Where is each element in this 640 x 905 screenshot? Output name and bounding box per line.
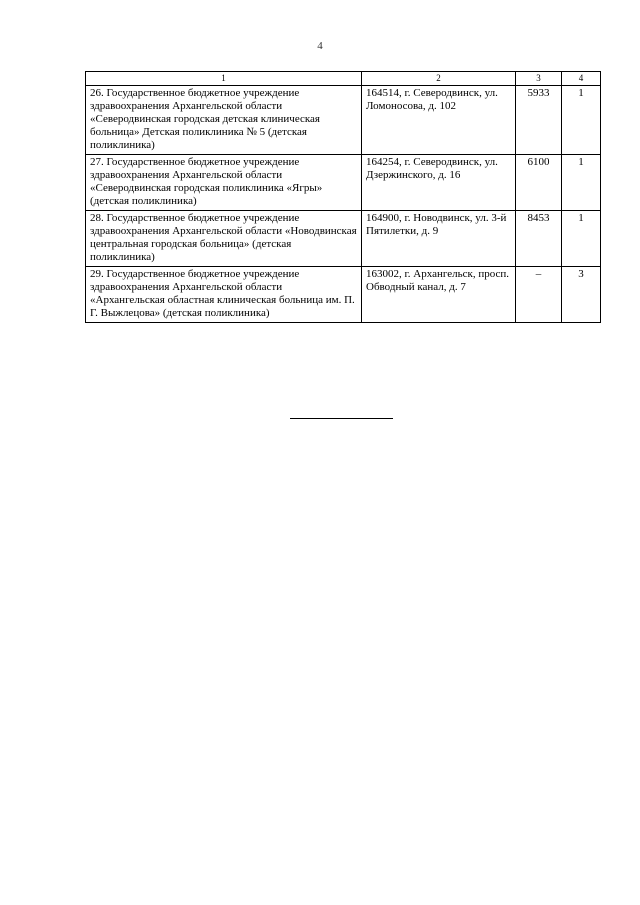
table-row — [86, 86, 601, 155]
column-header-3: 3 — [516, 72, 562, 86]
table-row — [86, 267, 601, 323]
institution-address: 164254, г. Северодвинск, ул. Дзержинского, д. 16 — [362, 155, 516, 211]
column-header-1: 1 — [86, 72, 362, 86]
column-3-value: 8453 — [516, 211, 562, 267]
table-row — [86, 155, 601, 211]
institution-name: 29. Государственное бюджетное учреждение здравоохранения Архангельской области «Архангельская областная клиническая больница им. П. Г. Выжлецова» (детская поликлиника) — [86, 267, 362, 323]
institution-name: 28. Государственное бюджетное учреждение здравоохранения Архангельской области «Новодвинская центральная городская больница» (детская поликлиника) — [86, 211, 362, 267]
end-separator-line — [290, 418, 393, 419]
institutions-table — [85, 71, 601, 323]
table-row — [86, 211, 601, 267]
institution-address: 164900, г. Новодвинск, ул. 3-й Пятилетки, д. 9 — [362, 211, 516, 267]
column-4-value: 1 — [562, 86, 601, 155]
institution-address: 163002, г. Архангельск, просп. Обводный канал, д. 7 — [362, 267, 516, 323]
column-3-value: – — [516, 267, 562, 323]
institution-name: 26. Государственное бюджетное учреждение здравоохранения Архангельской области «Северодвинская городская детская клиническая больница» Детская поликлиника № 5 (детская поликлиника) — [86, 86, 362, 155]
column-header-2: 2 — [362, 72, 516, 86]
institution-name: 27. Государственное бюджетное учреждение здравоохранения Архангельской области «Северодвинская городская поликлиника «Ягры» (детская поликлиника) — [86, 155, 362, 211]
column-4-value: 1 — [562, 211, 601, 267]
institution-address: 164514, г. Северодвинск, ул. Ломоносова, д. 102 — [362, 86, 516, 155]
column-3-value: 6100 — [516, 155, 562, 211]
page-number: 4 — [317, 40, 323, 52]
column-3-value: 5933 — [516, 86, 562, 155]
table-header-row — [86, 72, 601, 86]
column-4-value: 3 — [562, 267, 601, 323]
column-header-4: 4 — [562, 72, 601, 86]
column-4-value: 1 — [562, 155, 601, 211]
